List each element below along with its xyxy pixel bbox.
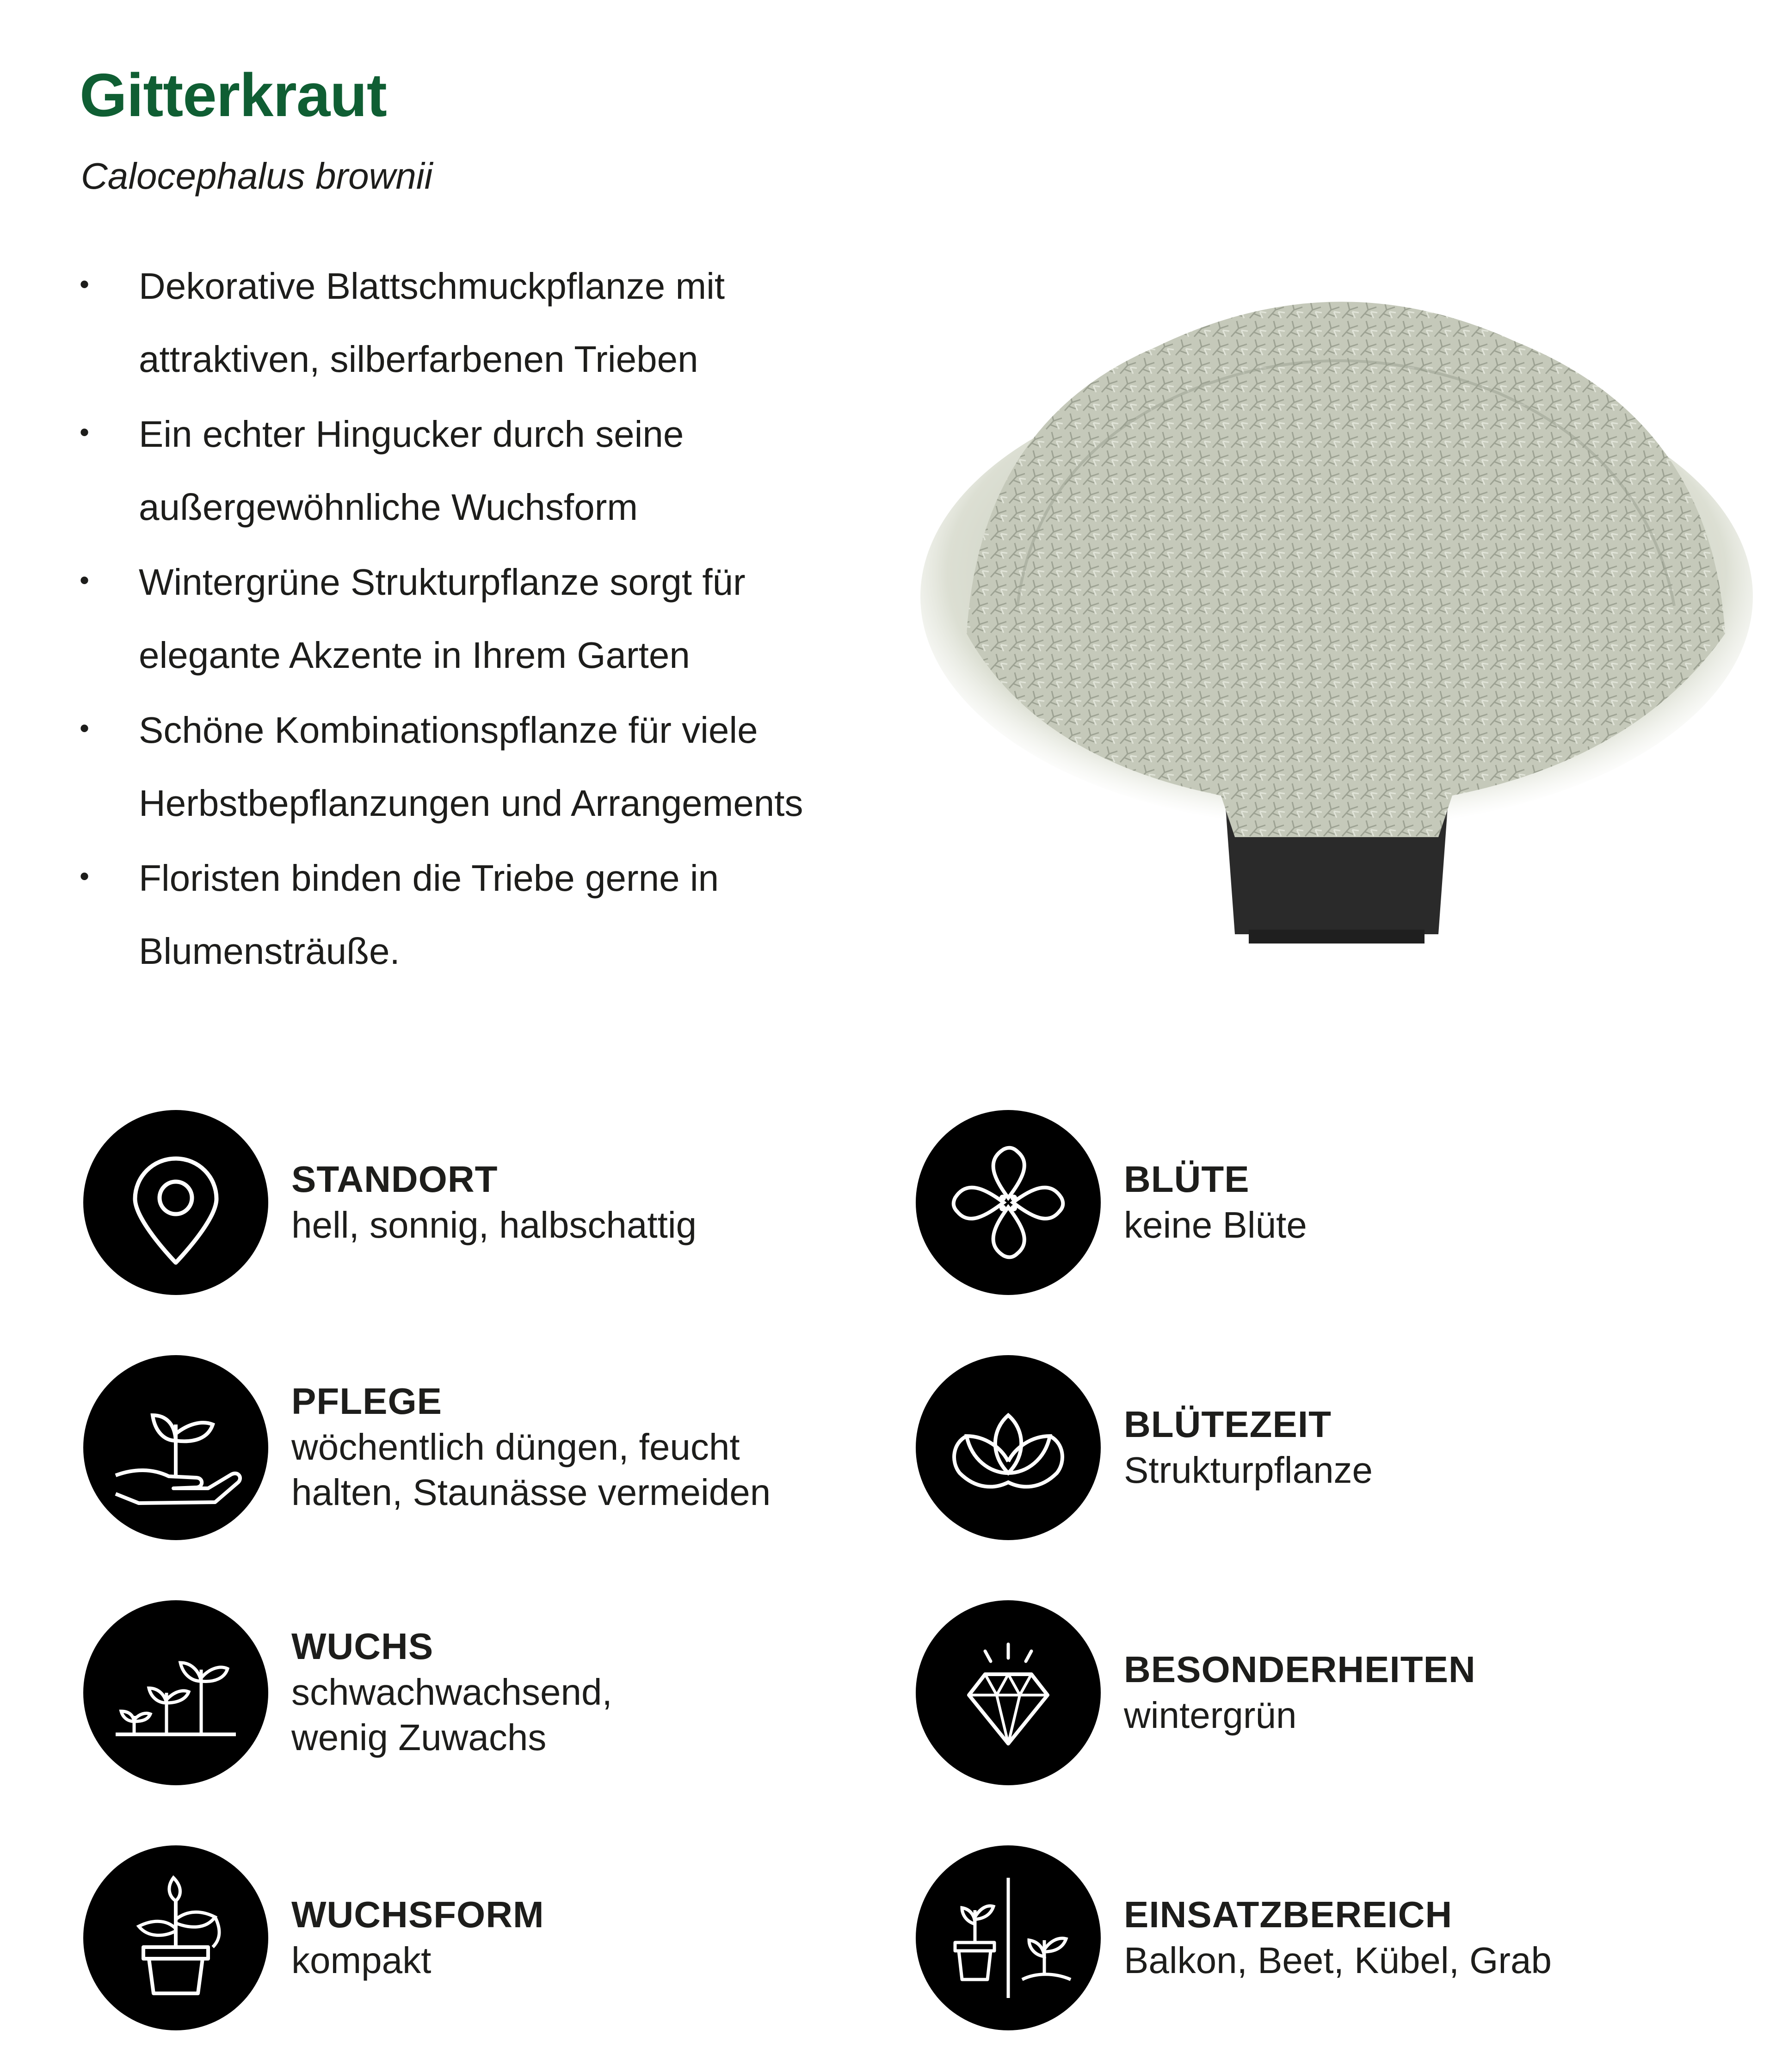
feature-pflege <box>83 1355 893 1549</box>
feature-bluete <box>916 1110 1725 1304</box>
feature-bluetezeit <box>916 1355 1725 1549</box>
list-item <box>79 546 911 692</box>
feature-heading: BESONDERHEITEN <box>1124 1649 1476 1690</box>
feature-value: Strukturpflanze <box>1124 1449 1373 1491</box>
bullet-line: Blumensträuße. <box>139 931 400 972</box>
feature-heading: WUCHS <box>291 1626 434 1667</box>
bullet-line: elegante Akzente in Ihrem Garten <box>139 635 690 676</box>
bullet-line: Herbstbepflanzungen und Arrangements <box>139 783 803 824</box>
feature-value: keine Blüte <box>1124 1204 1307 1246</box>
feature-besonderheiten <box>916 1600 1725 1794</box>
feature-value: wenig Zuwachs <box>291 1717 547 1758</box>
lotus-icon <box>916 1355 1101 1540</box>
bullet-line: Dekorative Blattschmuckpflanze mit <box>139 265 725 307</box>
feature-value: kompakt <box>291 1940 432 1981</box>
feature-value: Balkon, Beet, Kübel, Grab <box>1124 1940 1552 1981</box>
bullet-line: Schöne Kombinationspflanze für viele <box>139 709 758 751</box>
pot-and-sprout-icon <box>916 1845 1101 2030</box>
plant-photo <box>897 227 1776 967</box>
list-item <box>79 398 911 544</box>
feature-value: hell, sonnig, halbschattig <box>291 1204 697 1246</box>
bullet-marker: • <box>80 565 90 596</box>
bullet-marker: • <box>80 713 90 744</box>
feature-heading: STANDORT <box>291 1159 498 1200</box>
bullet-line: attraktiven, silberfarbenen Trieben <box>139 339 698 380</box>
bullet-line: Ein echter Hingucker durch seine <box>139 413 684 455</box>
feature-heading: BLÜTE <box>1124 1159 1250 1200</box>
feature-heading: EINSATZBEREICH <box>1124 1894 1453 1935</box>
feature-value: wöchentlich düngen, feucht <box>291 1426 740 1468</box>
feature-heading: WUCHSFORM <box>291 1894 544 1935</box>
feature-bullet-list <box>79 250 911 990</box>
page-title: Gitterkraut <box>80 61 387 129</box>
list-item <box>79 842 911 988</box>
flower-icon <box>916 1110 1101 1295</box>
feature-wuchs <box>83 1600 893 1794</box>
bullet-marker: • <box>80 861 90 892</box>
potted-plant-icon <box>83 1845 268 2030</box>
feature-value: halten, Staunässe vermeiden <box>291 1472 771 1513</box>
bullet-marker: • <box>80 417 90 448</box>
bullet-marker: • <box>80 269 90 300</box>
diamond-icon <box>916 1600 1101 1785</box>
list-item <box>79 694 911 840</box>
feature-value: wintergrün <box>1124 1695 1297 1736</box>
feature-wuchsform <box>83 1845 893 2040</box>
botanical-name: Calocephalus brownii <box>81 155 433 197</box>
feature-value: schwachwachsend, <box>291 1671 612 1713</box>
hand-seedling-icon <box>83 1355 268 1540</box>
feature-einsatzbereich <box>916 1845 1725 2040</box>
feature-heading: BLÜTEZEIT <box>1124 1404 1332 1445</box>
bullet-line: Wintergrüne Strukturpflanze sorgt für <box>139 561 746 603</box>
bullet-line: außergewöhnliche Wuchsform <box>139 487 638 528</box>
feature-heading: PFLEGE <box>291 1381 443 1422</box>
feature-standort <box>83 1110 893 1304</box>
bullet-line: Floristen binden die Triebe gerne in <box>139 857 719 899</box>
growing-plants-icon <box>83 1600 268 1785</box>
list-item <box>79 250 911 396</box>
location-pin-icon <box>83 1110 268 1295</box>
